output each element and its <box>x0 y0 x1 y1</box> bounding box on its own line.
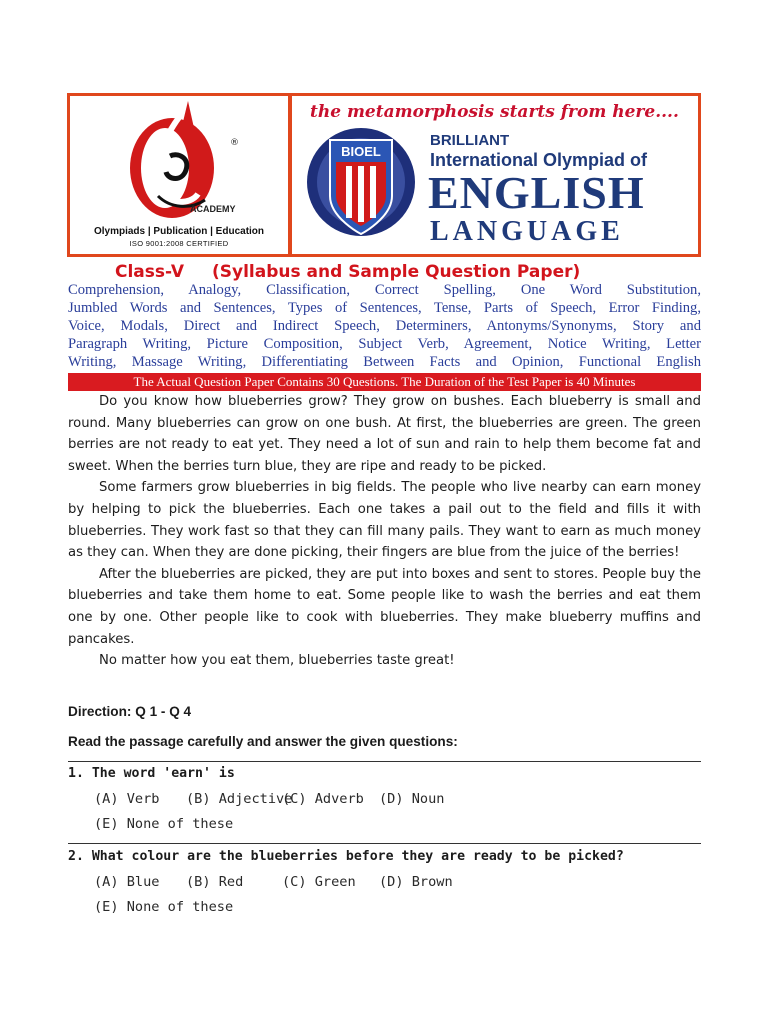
passage-paragraph: After the blueberries are picked, they are put into boxes and sent to stores. People buy the blueberries and take them home to eat. Some people like to wash the berries and eat them one by one. Other people like to cook with blueberries. They make blueberry muffins and pancakes. <box>68 566 701 647</box>
shield-text: BIOEL <box>341 144 381 159</box>
option-a[interactable]: (A) Verb <box>94 791 160 807</box>
passage-paragraph: Some farmers grow blueberries in big fields. The people who live nearby can earn money by helping to pick the blueberries. Each one takes a pail out to the field and fills it with blueberries. They work fast so that they can fill many pails. They want to earn as much money as they can. When they are done picking, their fingers are blue from the juice of the berries! <box>68 480 701 561</box>
bk-logo-icon <box>70 96 288 224</box>
question-divider <box>68 843 701 844</box>
language-heading: LANGUAGE <box>430 216 624 247</box>
option-c[interactable]: (C) Adverb <box>282 791 364 807</box>
reading-passage <box>68 391 701 672</box>
syllabus-line: Voice, Modals, Direct and Indirect Speech, Determiners, Antonyms/Synonyms, Story and <box>68 318 701 334</box>
option-e[interactable]: (E) None of these <box>94 899 234 915</box>
class-label: Class-V <box>115 262 184 282</box>
registered-mark: ® <box>230 138 239 148</box>
english-heading: ENGLISH <box>428 167 645 218</box>
olympiad-label: International Olympiad of <box>430 150 648 170</box>
instruction-heading: Read the passage carefully and answer the given questions: <box>68 734 458 749</box>
academy-label: ACADEMY <box>190 204 236 214</box>
option-a[interactable]: (A) Blue <box>94 874 160 890</box>
option-b[interactable]: (B) Adjective <box>186 791 293 807</box>
passage-paragraph: No matter how you eat them, blueberries taste great! <box>99 653 455 669</box>
syllabus-line: Comprehension, Analogy, Classification, Correct Spelling, One Word Substitution, <box>68 282 701 298</box>
exam-notice-bar: The Actual Question Paper Contains 30 Questions. The Duration of the Test Paper is 40 Minutes <box>68 373 701 391</box>
question-text: The word 'earn' is <box>91 766 235 781</box>
option-b[interactable]: (B) Red <box>186 874 244 890</box>
brilliant-label: BRILLIANT <box>430 132 510 149</box>
passage-paragraph: Do you know how blueberries grow? They grow on bushes. Each blueberry is small and round. Many blueberries can grow on one bush. At first, the blueberries are green. The green berries are not ready to eat yet. They need a lot of sun and rain to help them become fat and sweet. When the berries turn blue, they are ripe and ready to be picked. <box>68 394 701 474</box>
option-e[interactable]: (E) None of these <box>94 816 234 832</box>
question-number: 1. <box>68 766 84 781</box>
option-c[interactable]: (C) Green <box>282 874 356 890</box>
syllabus-subtitle: (Syllabus and Sample Question Paper) <box>212 262 581 282</box>
question-text: What colour are the blueberries before they are ready to be picked? <box>91 849 624 864</box>
header-banner <box>67 93 701 257</box>
iso-certification: ISO 9001:2008 CERTIFIED <box>129 239 229 248</box>
syllabus-line: Jumbled Words and Sentences, Types of Sentences, Tense, Parts of Speech, Error Finding, <box>68 300 701 316</box>
syllabus-line: Writing, Massage Writing, Differentiating Between Facts and Opinion, Functional English <box>68 354 701 370</box>
syllabus-topics <box>68 281 701 371</box>
question-2 <box>68 849 624 864</box>
question-1 <box>68 766 235 781</box>
direction-heading: Direction: Q 1 - Q 4 <box>68 704 192 719</box>
option-d[interactable]: (D) Noun <box>379 791 445 807</box>
bk-academy-logo <box>70 96 288 254</box>
option-d[interactable]: (D) Brown <box>379 874 453 890</box>
header-divider <box>288 96 292 254</box>
question-number: 2. <box>68 849 84 864</box>
header-tagline: the metamorphosis starts from here.... <box>310 102 679 122</box>
logo-tagline: Olympiads | Publication | Education <box>93 226 265 237</box>
question-divider <box>68 761 701 762</box>
syllabus-line: Paragraph Writing, Picture Composition, Subject Verb, Agreement, Notice Writing, Letter <box>68 336 701 352</box>
bioel-shield-icon <box>302 118 420 250</box>
class-title <box>115 262 580 282</box>
